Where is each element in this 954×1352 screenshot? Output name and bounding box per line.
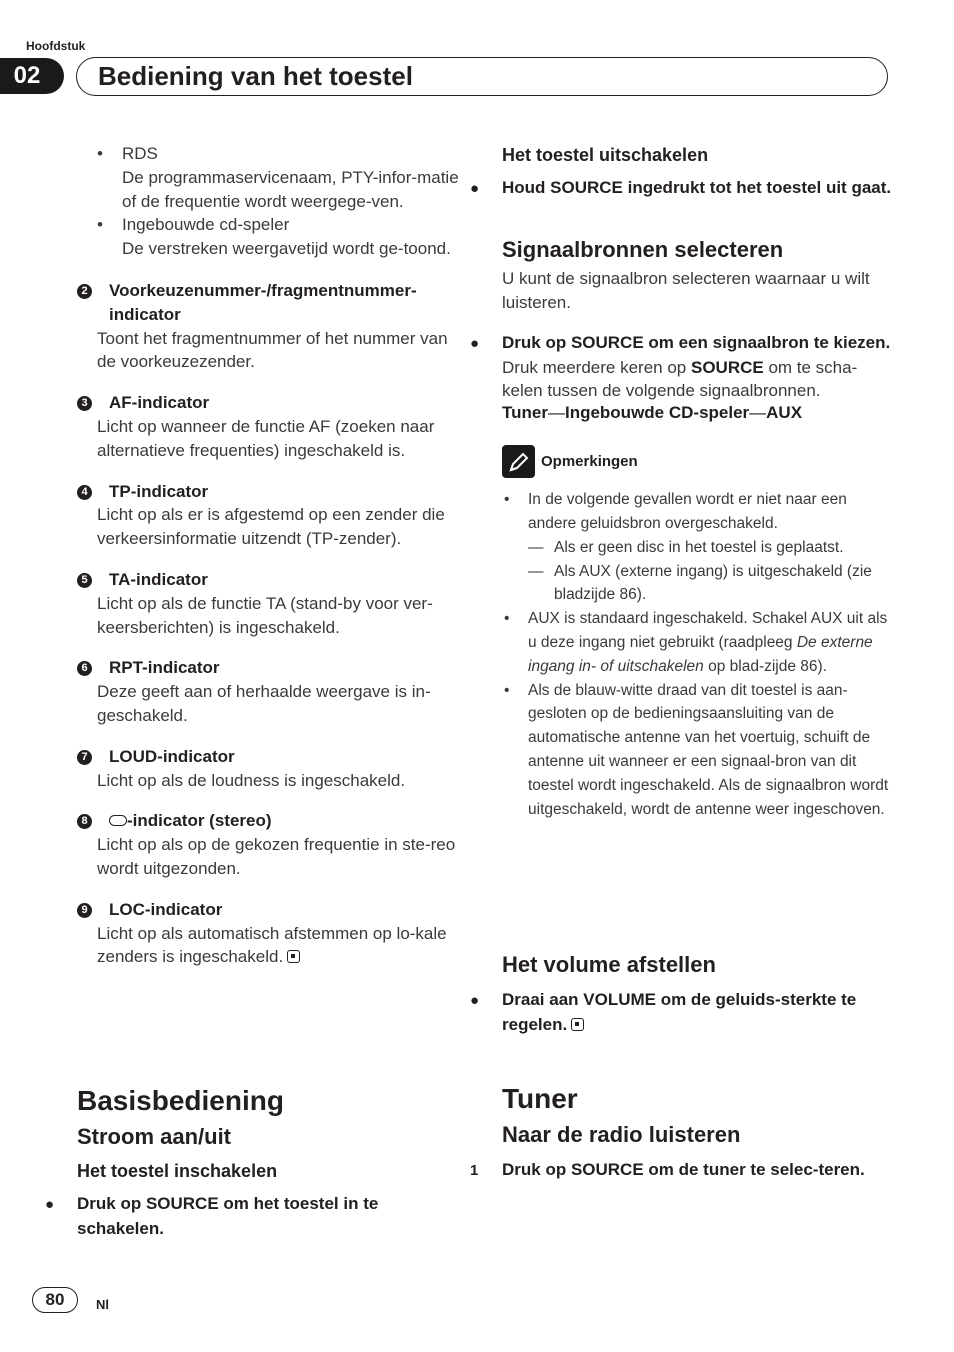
indicator-text: Licht op als op de gekozen frequentie in ste-reo wordt uitgezonden.: [97, 835, 456, 878]
indicator-number: 5: [77, 573, 92, 588]
indicator-item: [77, 391, 467, 462]
section-title-basis: Basisbediening: [77, 1085, 284, 1116]
bullet-dot-icon: ●: [470, 334, 480, 352]
signaal-intro: U kunt de signaalbron selecteren waarnaar u wilt luisteren.: [502, 269, 870, 312]
indicator-number: 6: [77, 661, 92, 676]
indicator-number: 2: [77, 284, 92, 299]
pencil-note-icon: [502, 445, 535, 478]
source-separator: —: [547, 403, 565, 423]
notes-box: [502, 445, 892, 821]
indicator-text: Licht op als automatisch afstemmen op lo-kale zenders is ingeschakeld.: [97, 923, 447, 967]
indicator-text: Licht op als er is afgestemd op een zender die verkeersinformatie uitzendt (TP-zender).: [97, 505, 445, 549]
subsection-title-radio: Naar de radio luisteren: [502, 1122, 741, 1147]
bullet-title: RDS: [122, 144, 158, 163]
bullet-text: De verstreken weergavetijd wordt ge-toond.: [122, 239, 451, 259]
signaal-body-post: om te scha-kelen tussen de volgende signaalbronnen.: [502, 357, 858, 401]
bullet-dot-icon: ●: [470, 180, 480, 197]
indicator-number: 9: [77, 903, 92, 918]
note-text: In de volgende gevallen wordt er niet naar een andere geluidsbron overgeschakeld.: [528, 491, 847, 532]
indicator-text: Licht op als de loudness is ingeschakeld.: [97, 770, 406, 790]
bullet-item: [77, 142, 467, 213]
indicator-text: Licht op wanneer de functie AF (zoeken naar alternatieve frequenties) ingeschakeld is.: [97, 416, 435, 460]
chapter-label: Hoofdstuk: [26, 39, 86, 53]
right-column: [470, 142, 892, 821]
indicator-heading: LOUD-indicator: [109, 746, 235, 766]
note-text-end: op blad-zijde 86).: [703, 657, 828, 675]
note-text: AUX is standaard ingeschakeld. Schakel AUX uit als u deze ingang niet gebruikt (raadpleeg: [528, 610, 888, 651]
indicator-heading: RPT-indicator: [109, 658, 220, 678]
step-text: Druk op SOURCE om het toestel in te schakelen.: [77, 1194, 379, 1238]
bullet-title: Ingebouwde cd-speler: [122, 215, 290, 235]
step-number: 1: [470, 1162, 479, 1179]
left-column: [77, 142, 467, 969]
indicator-item: [77, 568, 467, 639]
bullet-item: [77, 213, 467, 261]
source-item: AUX: [766, 403, 803, 423]
source-item: Tuner: [502, 403, 548, 423]
dash-icon: —: [528, 538, 544, 556]
subsubsection-title-uitschakelen: Het toestel uitschakelen: [502, 145, 709, 165]
display-bullets: [77, 142, 467, 261]
note-subitem: [502, 536, 892, 560]
note-subtext: Als er geen disc in het toestel is geplaatst.: [554, 538, 844, 556]
bullet-dot-icon: •: [97, 215, 103, 235]
notes-list: [502, 488, 892, 821]
indicator-text: Deze geeft aan of herhaalde weergave is in-geschakeld.: [97, 682, 431, 725]
step-text: Druk op SOURCE om de tuner te selec-teren.: [502, 1160, 865, 1179]
dash-icon: —: [528, 562, 544, 580]
bullet-dot-icon: ●: [45, 1196, 55, 1213]
indicator-item: [77, 898, 467, 969]
note-item: [502, 679, 892, 822]
chapter-title: Bediening van het toestel: [98, 61, 413, 91]
section-end-icon: [287, 950, 300, 963]
basis-section: [45, 1084, 467, 1241]
volume-section: [470, 950, 892, 1037]
indicator-number: 7: [77, 750, 92, 765]
indicator-heading: Voorkeuzenummer-/fragmentnummer-indicator: [109, 280, 417, 324]
note-text: Als de blauw-witte draad van dit toestel is aan-gesloten op de bedieningsaansluiting van de automatische antenne van het voertuig, schuift de antenne uit wanneer er een signaal-bron van dit toestel wordt ingeschakeld. Als de signaalbron wordt uitgeschakeld, wordt de antenne weer ingeschoven.: [528, 681, 889, 818]
note-subtext: Als AUX (externe ingang) is uitgeschakeld (zie bladzijde 86).: [554, 562, 872, 604]
section-title-tuner: Tuner: [502, 1083, 578, 1114]
note-subitem: [502, 560, 892, 608]
bullet-dot-icon: ●: [470, 992, 480, 1009]
indicator-item: [77, 480, 467, 551]
signaal-body: [502, 356, 892, 404]
stereo-icon: [109, 815, 127, 826]
step-text: Draai aan VOLUME om de geluids-sterkte te regelen.: [502, 990, 857, 1034]
subsection-title-volume: Het volume afstellen: [502, 952, 716, 977]
bullet-dot-icon: •: [504, 491, 510, 509]
indicator-text: Toont het fragmentnummer of het nummer van de voorkeuzezender.: [97, 328, 448, 372]
indicator-heading: -indicator (stereo): [127, 811, 272, 831]
bullet-dot-icon: •: [504, 681, 510, 699]
source-item: Ingebouwde CD-speler: [564, 403, 750, 423]
indicator-number: 8: [77, 814, 92, 829]
notes-title: Opmerkingen: [541, 453, 638, 471]
subsubsection-title-inschakelen: Het toestel inschakelen: [77, 1161, 278, 1181]
page-number: 80: [32, 1287, 78, 1313]
language-code: Nl: [96, 1297, 109, 1312]
indicator-heading: LOC-indicator: [109, 899, 223, 919]
indicator-number: 4: [77, 485, 92, 500]
indicator-number: 3: [77, 396, 92, 411]
subsection-title-stroom: Stroom aan/uit: [77, 1124, 232, 1149]
indicator-text: Licht op als de functie TA (stand-by voor ver-keersberichten) is ingeschakeld.: [97, 593, 433, 637]
note-item: [502, 488, 892, 536]
indicator-heading: TA-indicator: [109, 569, 208, 589]
bullet-text: De programmaservicenaam, PTY-infor-matie of de frequentie wordt weergege-ven.: [122, 167, 459, 211]
bullet-dot-icon: •: [504, 610, 510, 628]
tuner-section: [470, 1082, 892, 1183]
notes-header: [502, 445, 892, 478]
indicator-heading: AF-indicator: [109, 393, 210, 413]
indicator-item: [77, 809, 467, 880]
section-end-icon: [571, 1018, 584, 1031]
source-separator: —: [749, 403, 767, 423]
note-item: [502, 607, 892, 678]
signaal-body-pre: Druk meerdere keren op: [502, 357, 691, 377]
subsection-title-signaal: Signaalbronnen selecteren: [502, 237, 784, 262]
step-text: Druk op SOURCE om een signaalbron te kiezen.: [502, 332, 891, 352]
indicator-item: [77, 656, 467, 727]
indicator-item: [77, 279, 467, 374]
indicator-heading: TP-indicator: [109, 481, 209, 501]
bullet-dot-icon: •: [97, 144, 103, 163]
signaal-body-bold: SOURCE: [690, 357, 764, 377]
step-text: Houd SOURCE ingedrukt tot het toestel uit gaat.: [502, 178, 892, 197]
note-italic-ref: De externe ingang in- of uitschakelen: [528, 633, 873, 675]
chapter-number: 02: [0, 58, 64, 94]
source-sequence: [502, 403, 892, 423]
indicator-item: [77, 745, 467, 793]
